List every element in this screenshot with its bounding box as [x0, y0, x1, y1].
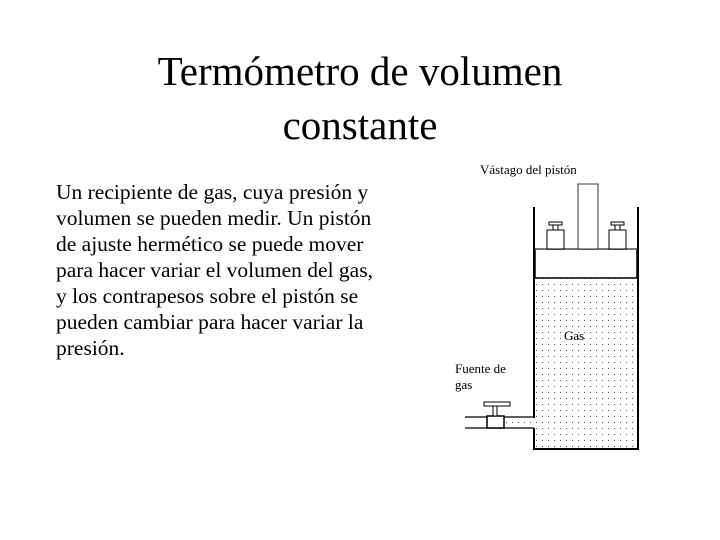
- weight-left: [547, 222, 564, 249]
- piston-rod-label: Vástago del pistón: [480, 162, 577, 177]
- pipe-gas: [505, 418, 534, 428]
- weight-right: [609, 222, 626, 249]
- piston: [535, 249, 637, 278]
- gas-label: Gas: [564, 328, 585, 343]
- gas-source-label-line1: Fuente de: [455, 361, 506, 376]
- slide-body-text: Un recipiente de gas, cuya presión y volumen se pueden medir. Un pistón de ajuste hermético se puede mover para hacer variar el volumen del gas, y los contrapesos sobre el pistón se pueden cambiar para hacer variar la presión.: [56, 180, 373, 360]
- piston-rod: [578, 184, 598, 249]
- gas-source-label-line2: gas: [455, 377, 473, 392]
- slide-title: Termómetro de volumen constante: [157, 48, 563, 148]
- gas-region: [534, 278, 637, 448]
